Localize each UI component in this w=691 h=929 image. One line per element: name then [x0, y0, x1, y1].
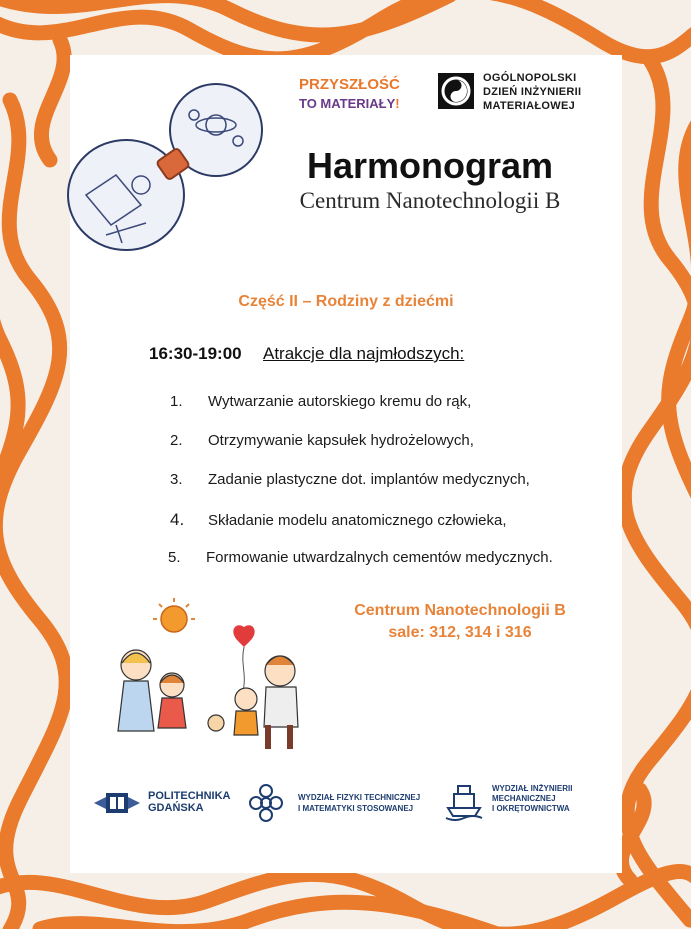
ship-logo-icon: [442, 780, 486, 822]
time-range: 16:30-19:00: [149, 344, 242, 363]
sun-icon: [153, 598, 195, 632]
list-item-text: Otrzymywanie kapsułek hydrożelowych,: [208, 432, 474, 449]
pg-line-2: GDAŃSKA: [148, 802, 204, 814]
list-item: [170, 510, 610, 530]
venue-info: [320, 600, 600, 644]
event-line-2: DZIEŃ INŻYNIERII: [483, 86, 582, 98]
materials-brand: [299, 75, 400, 113]
page-subtitle: Centrum Nanotechnologii B: [299, 188, 561, 213]
event-name: [483, 71, 581, 113]
event-line-1: OGÓLNOPOLSKI: [483, 72, 577, 84]
event-line-3: MATERIAŁOWEJ: [483, 100, 576, 112]
lightbulb-illustration: [56, 75, 276, 265]
brand-exclaim: !: [395, 96, 400, 111]
wimio-line-1: WYDZIAŁ INŻYNIERII: [492, 784, 573, 793]
venue-name: Centrum Nanotechnologii B: [354, 602, 566, 619]
wimio-line-3: I OKRĘTOWNICTWA: [492, 804, 570, 813]
brand-line-2: TO MATERIAŁY: [299, 96, 396, 111]
list-item-number: 3.: [170, 471, 183, 488]
list-item-text: Składanie modelu anatomicznego człowieka,: [208, 512, 507, 529]
venue-rooms: sale: 312, 314 i 316: [388, 624, 532, 641]
wftims-line-2: I MATEMATYKI STOSOWANEJ: [298, 804, 414, 813]
list-item: [168, 549, 608, 566]
list-item: [170, 432, 610, 449]
schedule-card: [70, 55, 622, 873]
materials-logo-icon: [437, 72, 475, 110]
list-item-number: 5.: [168, 549, 181, 566]
footer-logos: [70, 770, 622, 830]
wftims-line-1: WYDZIAŁ FIZYKI TECHNICZNEJ: [298, 793, 421, 802]
wimio-line-2: MECHANICZNEJ: [492, 794, 556, 803]
molecule-logo-icon: [245, 782, 287, 824]
section-heading: Część II – Rodziny z dziećmi: [238, 293, 454, 310]
heart-balloon-icon: [233, 625, 254, 695]
page-title: Harmonogram: [306, 145, 554, 186]
attractions-label: Atrakcje dla najmłodszych:: [263, 344, 465, 363]
pg-logo-icon: [92, 788, 142, 818]
list-item-number: 1.: [170, 393, 183, 410]
list-item-text: Formowanie utwardzalnych cementów medycznych.: [206, 549, 553, 566]
pg-line-1: POLITECHNIKA: [148, 790, 231, 802]
brand-line-1: PRZYSZŁOŚĆ: [299, 76, 400, 93]
list-item-text: Zadanie plastyczne dot. implantów medycznych,: [208, 471, 530, 488]
list-item-number: 2.: [170, 432, 183, 449]
list-item-number: 4.: [170, 510, 185, 529]
list-item: [170, 393, 610, 410]
family-illustration: [106, 595, 301, 755]
list-item: [170, 471, 610, 488]
list-item-text: Wytwarzanie autorskiego kremu do rąk,: [208, 393, 472, 410]
